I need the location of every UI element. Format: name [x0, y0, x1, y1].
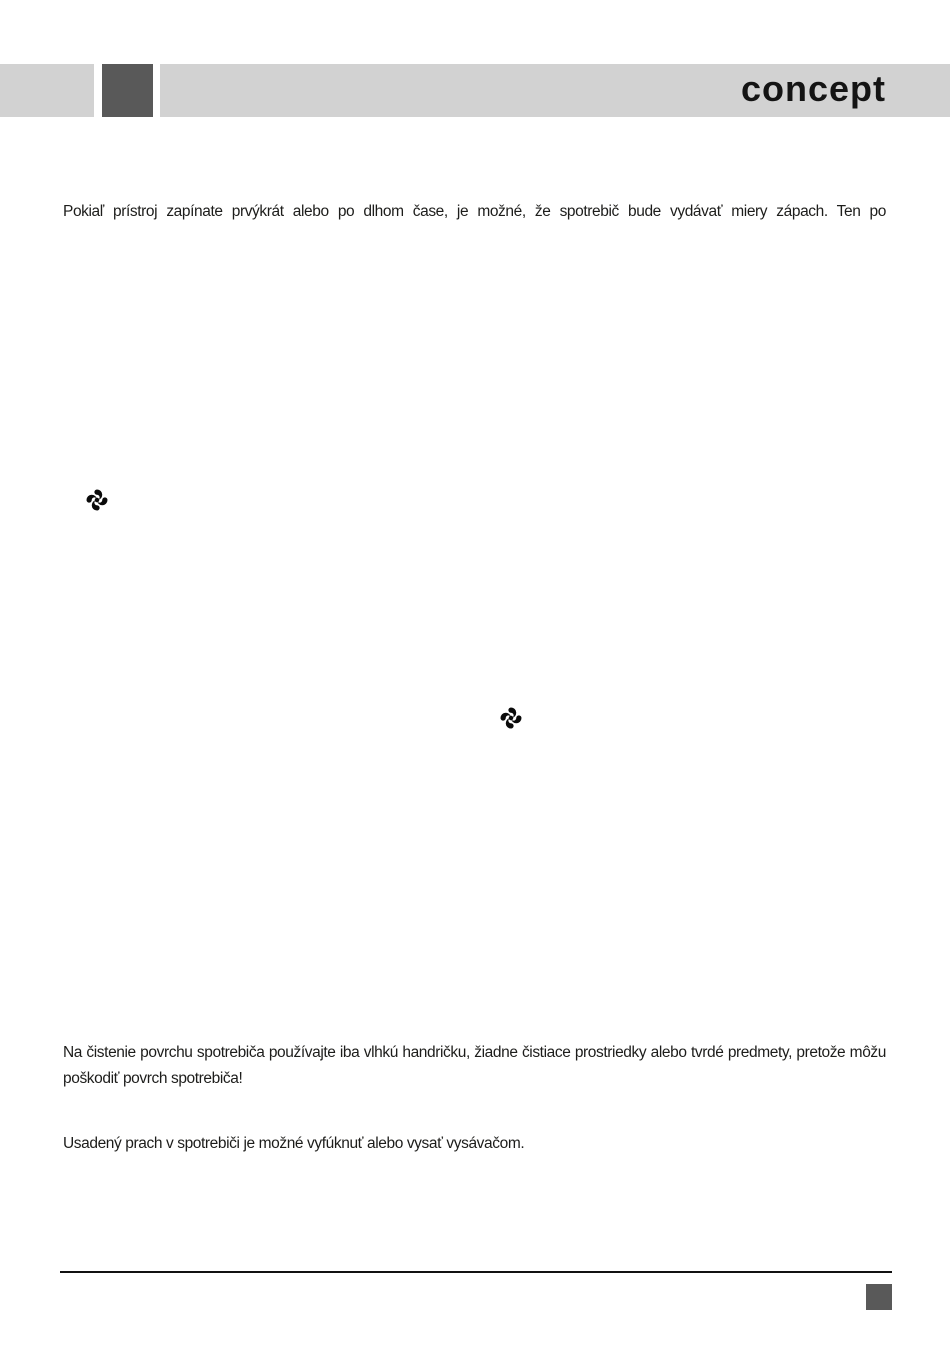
paragraph-dust-removal: Usadený prach v spotrebiči je možné vyfúknuť alebo vysať vysávačom. [63, 1134, 525, 1152]
fan-icon [499, 705, 523, 731]
footer-rule [60, 1271, 892, 1273]
fan-icon [85, 487, 109, 513]
header-left-bar [0, 64, 94, 117]
header-title-bar [160, 64, 950, 117]
paragraph-odor-notice: Pokiaľ prístroj zapínate prvýkrát alebo po dlhom čase, je možné, že spotrebič bude vydávať miery zápach. Ten po [63, 202, 886, 220]
brand-logo: concept [740, 68, 886, 109]
footer-page-marker [866, 1284, 892, 1310]
paragraph-cleaning-warning: Na čistenie povrchu spotrebiča používajte iba vlhkú handričku, žiadne čistiace prostriedky alebo tvrdé predmety, pretože môžu poškodiť povrch spotrebiča! [63, 1043, 886, 1087]
header-dark-square [102, 64, 153, 117]
